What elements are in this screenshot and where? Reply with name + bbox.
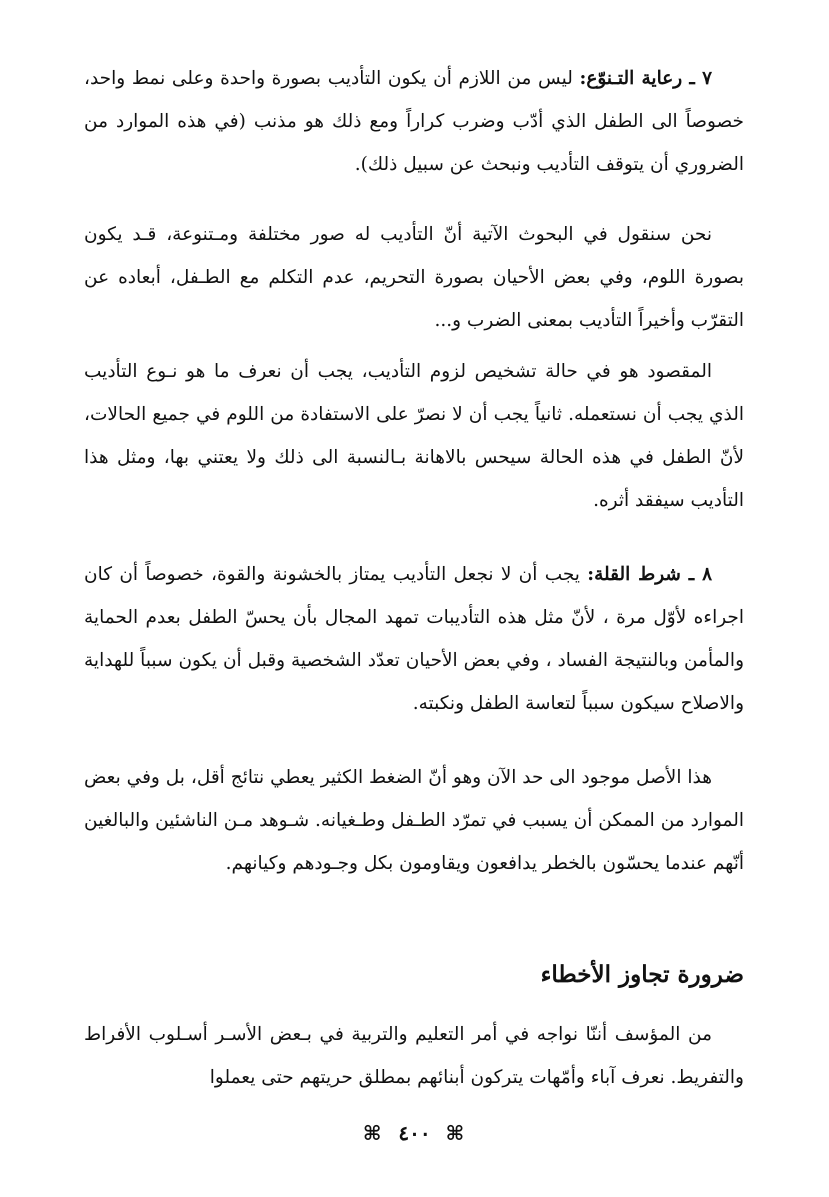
page-footer [0, 1121, 829, 1145]
paragraph-lead: ٧ ـ رعاية التـنوّع: [579, 68, 712, 89]
paragraph-text: نحن سنقول في البحوث الآتية أنّ التأديب له صور مختلفة ومـتنوعة، قـد يكون بصورة اللوم، وفي بعض الأحيان بصورة التحريم، عدم التكلم مع الطـفل، أبعاده عن التقرّب وأخيراً التأديب بمعنى الضرب و... [84, 224, 744, 331]
ornament-right-icon: ⌘ [445, 1121, 467, 1145]
paragraph-text: يجب أن لا نجعل التأديب يمتاز بالخشونة والقوة، خصوصاً أن كان اجراءه لأوّل مرة ، لأنّ مثل هذه التأديبات تمهد المجال بأن يحسّ الطفل بعدم الحماية والمأمن وبالنتيجة الفساد ، وفي بعض الأحيان تعدّد الشخصية وقبل أن يكون سبباً للهداية والاصلاح سيكون سبباً لتعاسة الطفل ونكبته. [84, 564, 744, 714]
paragraph-excess [84, 1013, 744, 1099]
paragraph-lead: ٨ ـ شرط القلة: [587, 564, 712, 585]
page-number: ٤٠٠ [398, 1121, 431, 1145]
paragraph-text: هذا الأصل موجود الى حد الآن وهو أنّ الضغط الكثير يعطي نتائج أقل، بل وفي بعض الموارد من الممكن أن يسبب في تمرّد الطـفل وطـغيانه. شـوهد مـن الناشئين والبالغين أنّهم عندما يحسّون بالخطر يدافعون ويقاومون بكل وجـودهم وكيانهم. [84, 767, 744, 874]
ornament-left-icon: ⌘ [362, 1121, 384, 1145]
paragraph-text: المقصود هو في حالة تشخيص لزوم التأديب، يجب أن نعرف ما هو نـوع التأديب الذي يجب أن نستعمله. ثانياً يجب أن لا نصرّ على الاستفادة من اللوم في جميع الحالات، لأنّ الطفل في هذه الحالة سيحس بالاهانة بـالنسبة الى ذلك ولا يعتني بها، ومثل هذا التأديب سيفقد أثره. [84, 361, 744, 511]
paragraph-scarcity [84, 553, 744, 725]
paragraph-type-of-discipline [84, 350, 744, 522]
section-heading: ضرورة تجاوز الأخطاء [540, 961, 744, 988]
paragraph-text: ليس من اللازم أن يكون التأديب بصورة واحدة وعلى نمط واحد، خصوصاً الى الطفل الذي أدّب وضرب كراراً ومع ذلك هو مذنب (في هذه الموارد من الضروري أن يتوقف التأديب ونبحث عن سبيل ذلك). [84, 68, 744, 175]
paragraph-forms-of-discipline [84, 213, 744, 342]
paragraph-text: من المؤسف أننّا نواجه في أمر التعليم والتربية في بـعض الأسـر أسـلوب الأفراط والتفريط. نعرف آباء وأمّهات يتركون أبنائهم بمطلق حريتهم حتى يعملوا [84, 1024, 744, 1088]
paragraph-pressure [84, 756, 744, 885]
paragraph-diversity [84, 57, 744, 186]
